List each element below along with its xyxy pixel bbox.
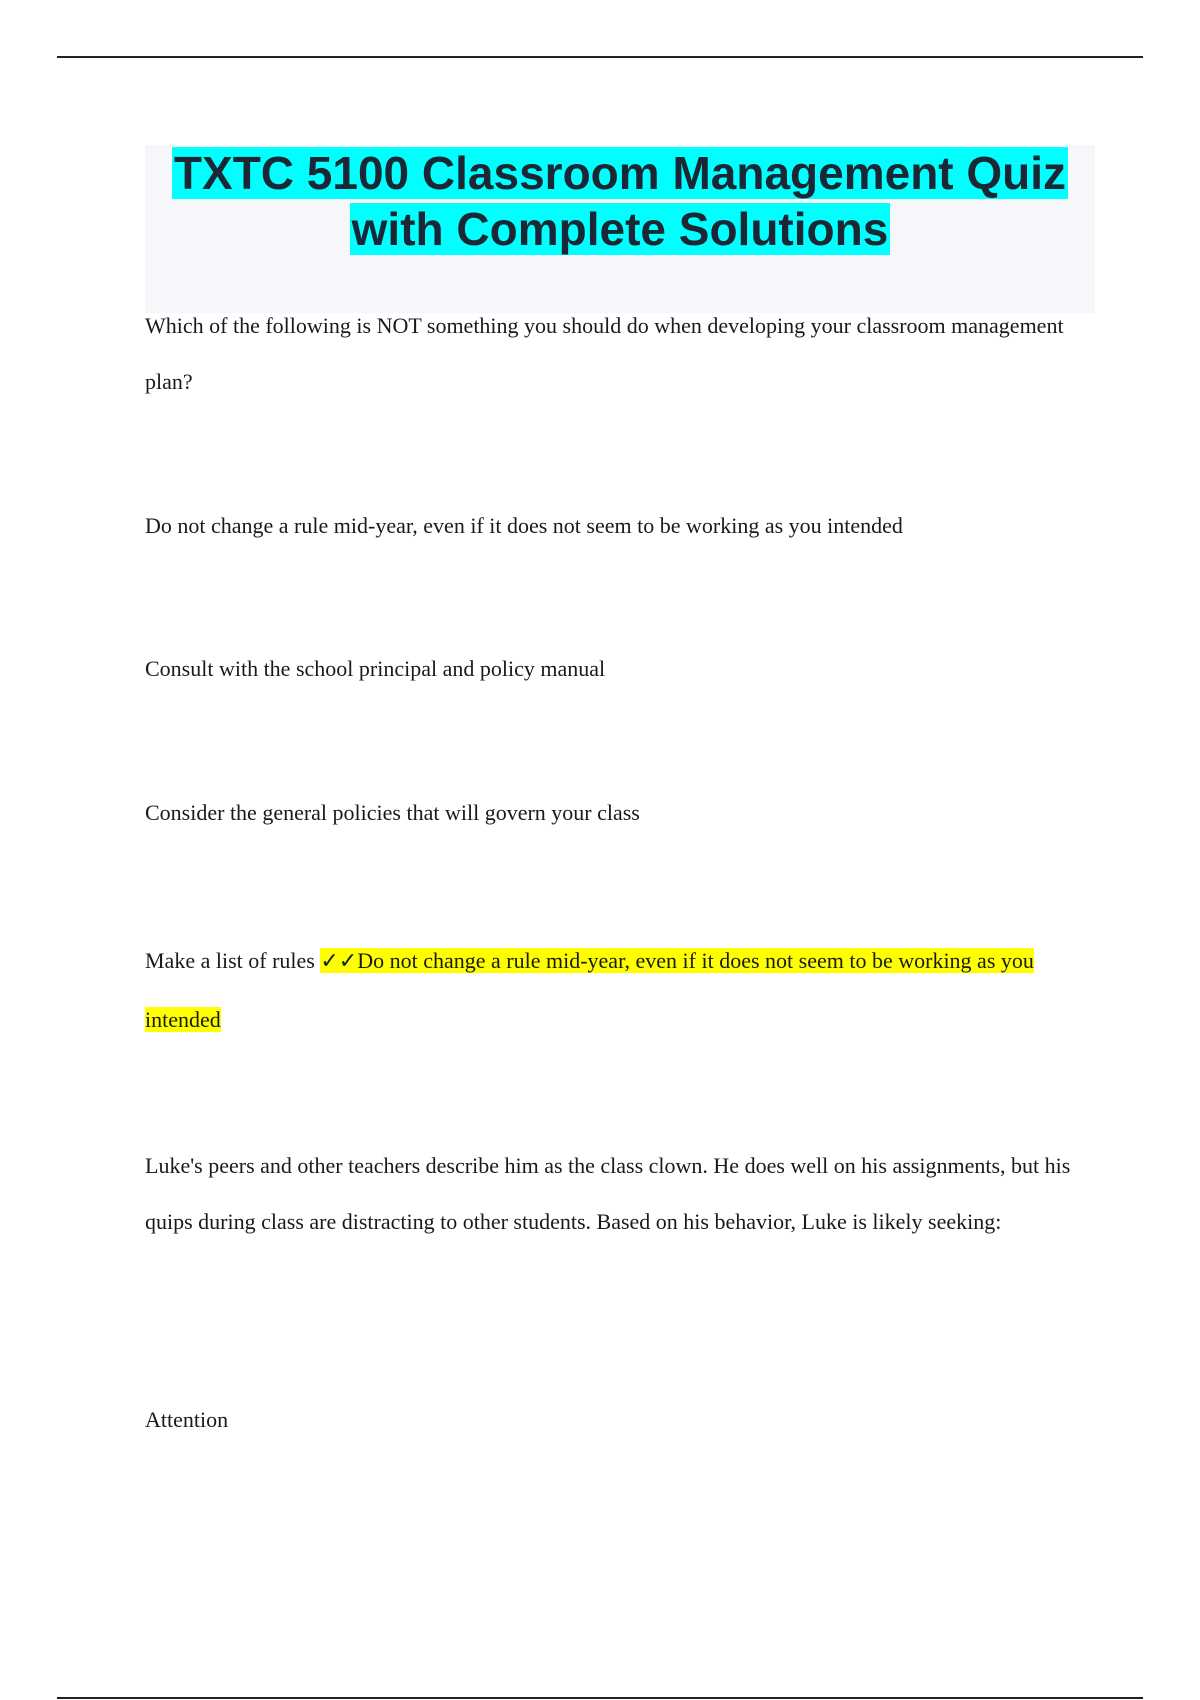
- question-1-option-3: Consider the general policies that will govern your class: [145, 800, 640, 825]
- question-1-option-1: Do not change a rule mid-year, even if it does not seem to be working as you intended: [145, 513, 903, 538]
- title-block: [145, 145, 1095, 313]
- double-check-icon: ✓✓: [320, 949, 358, 974]
- document-title: [145, 145, 1095, 257]
- header-rule: [57, 56, 1143, 58]
- question-1-option-4: Make a list of rules: [145, 948, 315, 973]
- footer-rule: [57, 1697, 1143, 1699]
- title-line-1: TXTC 5100 Classroom Management Quiz: [173, 147, 1067, 199]
- question-2-option-1: Attention: [145, 1407, 229, 1432]
- question-1-answer: Do not change a rule mid-year, even if it does not seem to be working as you intended: [145, 948, 1034, 1032]
- question-1-option-4-with-answer: [145, 932, 1085, 1049]
- title-line-2: with Complete Solutions: [351, 203, 889, 255]
- question-1-text: Which of the following is NOT something you should do when developing your classroom management plan?: [145, 313, 1064, 394]
- question-1-option-2: Consult with the school principal and policy manual: [145, 656, 606, 681]
- question-2-text: Luke's peers and other teachers describe him as the class clown. He does well on his assignments, but his quips during class are distracting to other students. Based on his behavior, Luke is likely seeking:: [145, 1153, 1071, 1234]
